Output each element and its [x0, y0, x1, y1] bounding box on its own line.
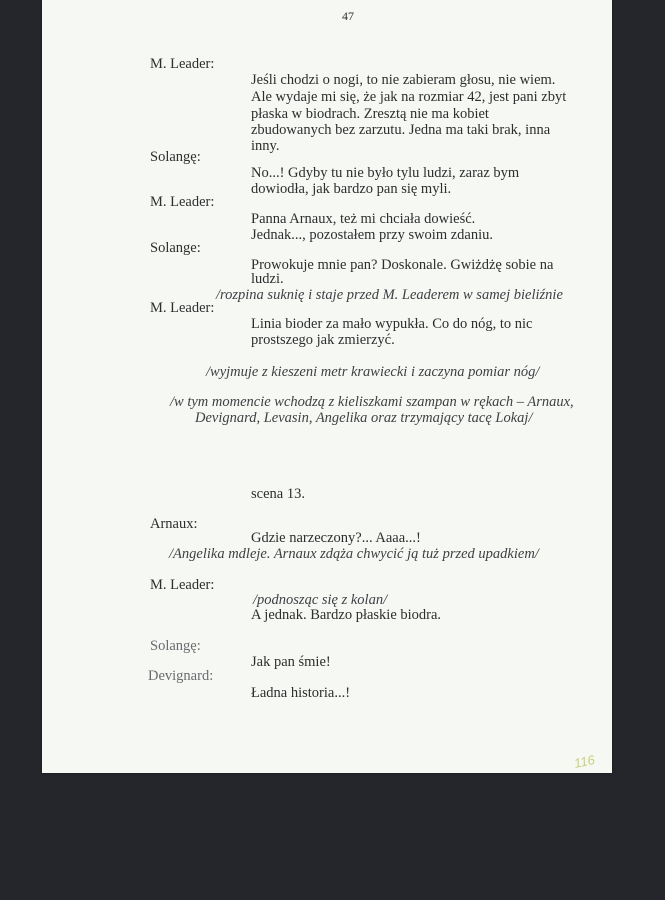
stage-direction: Devignard, Levasin, Angelika oraz trzymający tacę Lokaj/ [195, 410, 533, 426]
speaker-solange-1: Solangę: [150, 149, 201, 165]
speaker-solange-3: Solangę: [150, 638, 201, 654]
speaker-leader-4: M. Leader: [150, 577, 215, 593]
dialogue-line: Linia bioder za mało wypukła. Co do nóg, to nic [251, 316, 533, 332]
dialogue-line: No...! Gdyby tu nie było tylu ludzi, zaraz bym [251, 165, 520, 181]
speaker-leader-1: M. Leader: [150, 56, 215, 72]
page-number: 47 [342, 9, 354, 23]
dialogue-line: zbudowanych bez zarzutu. Jedna ma taki brak, inna [251, 122, 551, 138]
dialogue-line: Jak pan śmie! [251, 654, 331, 670]
dialogue-line: A jednak. Bardzo płaskie biodra. [251, 607, 442, 623]
dialogue-line: Gdzie narzeczony?... Aaaa...! [251, 530, 421, 546]
dialogue-line: Jednak..., pozostałem przy swoim zdaniu. [251, 227, 494, 243]
scene-heading: scena 13. [251, 486, 305, 502]
dialogue-line: prostszego jak zmierzyć. [251, 332, 395, 348]
dialogue-line: Ładna historia...! [251, 685, 351, 701]
stage-direction: /w tym momencie wchodzą z kieliszkami szampan w rękach – Arnaux, [170, 394, 574, 410]
dialogue-line: ludzi. [251, 271, 284, 287]
dialogue-line: Panna Arnaux, też mi chciała dowieść. [251, 211, 476, 227]
speaker-leader-3: M. Leader: [150, 300, 215, 316]
stage-direction: /wyjmuje z kieszeni metr krawiecki i zaczyna pomiar nóg/ [206, 364, 540, 380]
speaker-solange-2: Solange: [150, 240, 201, 256]
dialogue-line: dowiodła, jak bardzo pan się myli. [251, 181, 452, 197]
dialogue-line: Jeśli chodzi o nogi, to nie zabieram głosu, nie wiem. [251, 72, 556, 88]
stage-direction: /Angelika mdleje. Arnaux zdąża chwycić ją tuż przed upadkiem/ [169, 546, 539, 562]
dialogue-line: inny. [251, 138, 280, 154]
dialogue-line: Ale wydaje mi się, że jak na rozmiar 42, jest pani zbyt [251, 89, 567, 105]
script-page [42, 0, 612, 773]
stage-direction: /podnosząc się z kolan/ [253, 592, 388, 608]
dialogue-line: płaska w biodrach. Zresztą nie ma kobiet [251, 106, 489, 122]
speaker-arnaux: Arnaux: [150, 516, 198, 532]
dialogue-line: Prowokuje mnie pan? Doskonale. Gwiżdżę sobie na [251, 257, 554, 273]
speaker-leader-2: M. Leader: [150, 194, 215, 210]
handwritten-page-mark: 116 [572, 752, 597, 771]
speaker-devignard: Devignard: [148, 668, 214, 684]
stage-direction: /rozpina suknię i staje przed M. Leaderem w samej bieliźnie [216, 287, 563, 303]
